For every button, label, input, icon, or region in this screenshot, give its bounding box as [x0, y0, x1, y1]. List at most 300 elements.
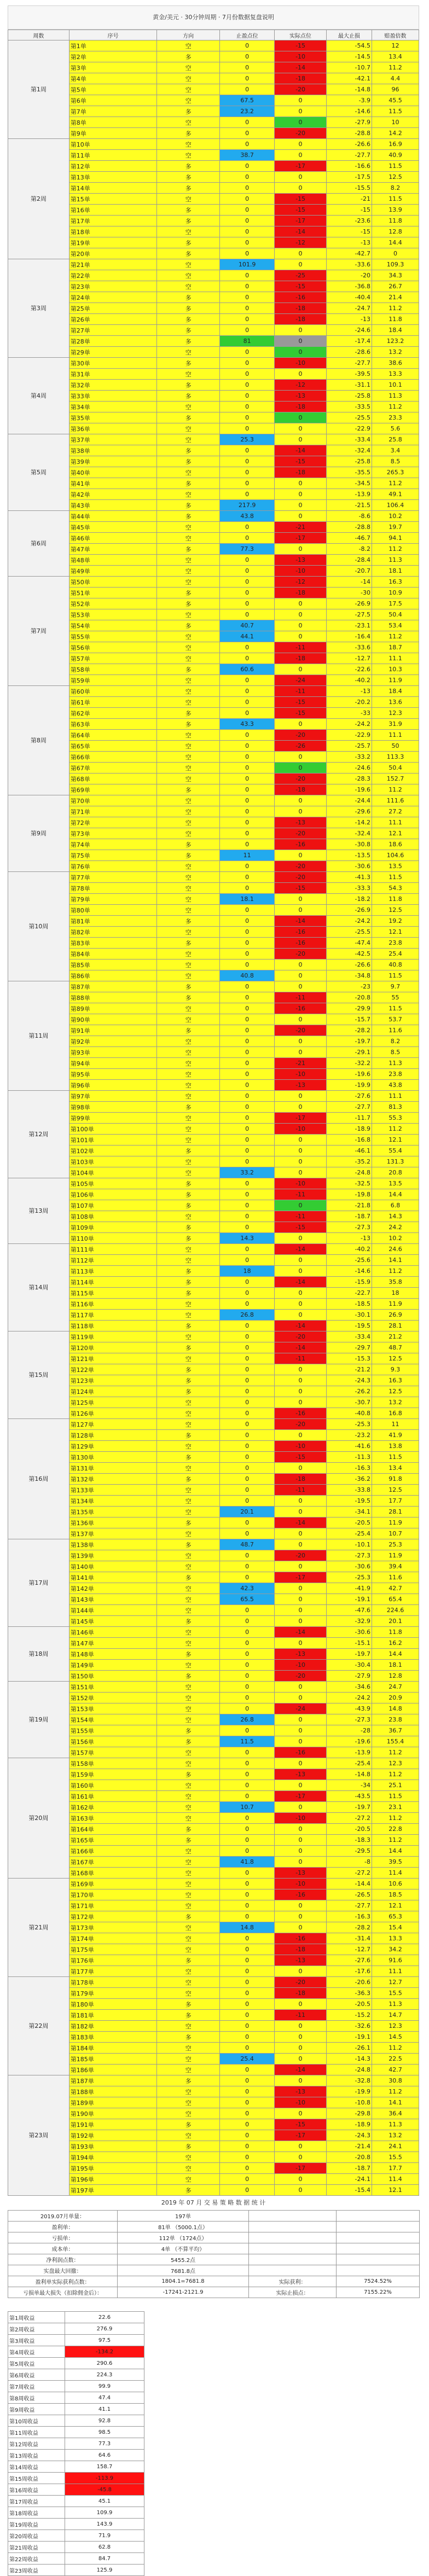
weekly-yield-value[interactable]: 47.4 — [65, 2392, 144, 2404]
take-profit-cell[interactable]: 0 — [219, 697, 274, 708]
actual-cell[interactable]: -16 — [275, 938, 327, 949]
actual-cell[interactable]: 0 — [275, 500, 327, 511]
take-profit-cell[interactable]: 0 — [219, 1758, 274, 1769]
max-stop-cell[interactable]: -29.5 — [326, 1846, 372, 1857]
take-profit-cell[interactable]: 0 — [219, 1200, 274, 1211]
trade-direction[interactable]: 空 — [157, 1047, 220, 1058]
trade-direction[interactable]: 多 — [157, 1517, 220, 1528]
trade-serial[interactable]: 第185单 — [69, 2054, 157, 2065]
take-profit-cell[interactable]: 0 — [219, 1331, 274, 1342]
stats-cell-k[interactable]: 2019.07月单量： — [8, 2211, 118, 2222]
trade-serial[interactable]: 第96单 — [69, 1080, 157, 1091]
ratio-cell[interactable]: 11.4 — [372, 2174, 419, 2185]
actual-cell[interactable]: -11 — [275, 1211, 327, 1222]
trade-serial[interactable]: 第125单 — [69, 1397, 157, 1408]
trade-serial[interactable]: 第103单 — [69, 1156, 157, 1167]
ratio-cell[interactable]: 12.5 — [372, 1386, 419, 1397]
take-profit-cell[interactable]: 26.8 — [219, 1714, 274, 1725]
take-profit-cell[interactable]: 0 — [219, 2141, 274, 2152]
ratio-cell[interactable]: 13.8 — [372, 1441, 419, 1452]
ratio-cell[interactable]: 12.7 — [372, 1977, 419, 1988]
actual-cell[interactable]: 0 — [275, 434, 327, 445]
header-serial[interactable]: 序号 — [69, 30, 157, 40]
take-profit-cell[interactable]: 0 — [219, 883, 274, 894]
ratio-cell[interactable]: 19.7 — [372, 522, 419, 533]
trade-direction[interactable]: 空 — [157, 2054, 220, 2065]
week-label[interactable]: 第16周 — [8, 1419, 69, 1539]
trade-direction[interactable]: 空 — [157, 1058, 220, 1069]
trade-direction[interactable]: 空 — [157, 1660, 220, 1671]
max-stop-cell[interactable]: -27.3 — [326, 1550, 372, 1561]
take-profit-cell[interactable]: 0 — [219, 1496, 274, 1507]
max-stop-cell[interactable]: -19.8 — [326, 1189, 372, 1200]
ratio-cell[interactable]: 65.3 — [372, 1911, 419, 1922]
max-stop-cell[interactable]: -15 — [326, 205, 372, 216]
max-stop-cell[interactable]: -24.2 — [326, 719, 372, 730]
actual-cell[interactable]: -13 — [275, 391, 327, 402]
take-profit-cell[interactable]: 0 — [219, 686, 274, 697]
trade-direction[interactable]: 空 — [157, 1419, 220, 1430]
max-stop-cell[interactable]: -19.6 — [326, 1069, 372, 1080]
trade-serial[interactable]: 第30单 — [69, 358, 157, 369]
max-stop-cell[interactable]: -14.2 — [326, 817, 372, 828]
take-profit-cell[interactable]: 18.1 — [219, 894, 274, 905]
trade-direction[interactable]: 空 — [157, 1255, 220, 1266]
take-profit-cell[interactable]: 11 — [219, 850, 274, 861]
trade-serial[interactable]: 第50单 — [69, 577, 157, 588]
actual-cell[interactable]: 0 — [275, 1824, 327, 1835]
ratio-cell[interactable]: 11.2 — [372, 1266, 419, 1277]
actual-cell[interactable]: 0 — [275, 1561, 327, 1572]
header-actual[interactable]: 实际点位 — [275, 30, 327, 40]
trade-serial[interactable]: 第172单 — [69, 1911, 157, 1922]
take-profit-cell[interactable]: 0 — [219, 303, 274, 314]
trade-serial[interactable]: 第152单 — [69, 1693, 157, 1703]
trade-serial[interactable]: 第166单 — [69, 1846, 157, 1857]
trade-direction[interactable]: 空 — [157, 1156, 220, 1167]
trade-direction[interactable]: 空 — [157, 2086, 220, 2097]
week-label[interactable]: 第2周 — [8, 139, 69, 259]
actual-cell[interactable]: -17 — [275, 1791, 327, 1802]
take-profit-cell[interactable]: 33.2 — [219, 1167, 274, 1178]
max-stop-cell[interactable]: -19.9 — [326, 1080, 372, 1091]
max-stop-cell[interactable]: -27.9 — [326, 117, 372, 128]
week-label[interactable]: 第19周 — [8, 1682, 69, 1758]
actual-cell[interactable]: -15 — [275, 883, 327, 894]
actual-cell[interactable]: -17 — [275, 216, 327, 226]
ratio-cell[interactable]: 11.2 — [372, 631, 419, 642]
actual-cell[interactable]: 0 — [275, 2108, 327, 2119]
actual-cell[interactable]: -13 — [275, 817, 327, 828]
trade-serial[interactable]: 第135单 — [69, 1507, 157, 1517]
max-stop-cell[interactable]: -17.4 — [326, 336, 372, 347]
ratio-cell[interactable]: 10.2 — [372, 511, 419, 522]
max-stop-cell[interactable]: -47.4 — [326, 938, 372, 949]
max-stop-cell[interactable]: -22.9 — [326, 423, 372, 434]
weekly-yield-value[interactable]: 276.9 — [65, 2323, 144, 2335]
ratio-cell[interactable]: 11.9 — [372, 1550, 419, 1561]
take-profit-cell[interactable]: 0 — [219, 1682, 274, 1693]
trade-direction[interactable]: 多 — [157, 2119, 220, 2130]
take-profit-cell[interactable]: 0 — [219, 1649, 274, 1660]
actual-cell[interactable]: 0 — [275, 1167, 327, 1178]
actual-cell[interactable]: -14 — [275, 445, 327, 456]
trade-direction[interactable]: 多 — [157, 51, 220, 62]
week-label[interactable]: 第15周 — [8, 1331, 69, 1419]
max-stop-cell[interactable]: -40.4 — [326, 292, 372, 303]
trade-direction[interactable]: 多 — [157, 1321, 220, 1331]
max-stop-cell[interactable]: -34 — [326, 1780, 372, 1791]
trade-direction[interactable]: 空 — [157, 1813, 220, 1824]
actual-cell[interactable]: -20 — [275, 872, 327, 883]
max-stop-cell[interactable]: -11.3 — [326, 1452, 372, 1463]
take-profit-cell[interactable]: 38.7 — [219, 150, 274, 161]
max-stop-cell[interactable]: -26.9 — [326, 598, 372, 609]
take-profit-cell[interactable]: 0 — [219, 172, 274, 183]
trade-serial[interactable]: 第2单 — [69, 51, 157, 62]
max-stop-cell[interactable]: -15 — [326, 226, 372, 237]
max-stop-cell[interactable]: -32.6 — [326, 2021, 372, 2032]
take-profit-cell[interactable]: 0 — [219, 1135, 274, 1145]
ratio-cell[interactable]: 14.1 — [372, 1255, 419, 1266]
take-profit-cell[interactable]: 0 — [219, 1342, 274, 1353]
ratio-cell[interactable]: 6.8 — [372, 1200, 419, 1211]
trade-direction[interactable]: 多 — [157, 1430, 220, 1441]
header-direction[interactable]: 方向 — [157, 30, 220, 40]
actual-cell[interactable]: -11 — [275, 642, 327, 653]
trade-direction[interactable]: 多 — [157, 544, 220, 555]
trade-serial[interactable]: 第140单 — [69, 1561, 157, 1572]
ratio-cell[interactable]: 81.3 — [372, 1102, 419, 1113]
actual-cell[interactable]: 0 — [275, 752, 327, 763]
weekly-yield-value[interactable]: 92.8 — [65, 2415, 144, 2427]
trade-serial[interactable]: 第46单 — [69, 533, 157, 544]
take-profit-cell[interactable]: 0 — [219, 1879, 274, 1889]
ratio-cell[interactable]: 13.6 — [372, 697, 419, 708]
max-stop-cell[interactable]: -24.3 — [326, 2130, 372, 2141]
max-stop-cell[interactable]: -26.2 — [326, 1386, 372, 1397]
max-stop-cell[interactable]: -27.7 — [326, 150, 372, 161]
max-stop-cell[interactable]: -24.7 — [326, 303, 372, 314]
trade-serial[interactable]: 第158单 — [69, 1758, 157, 1769]
weekly-yield-value[interactable]: 158.7 — [65, 2461, 144, 2473]
trade-serial[interactable]: 第186单 — [69, 2065, 157, 2075]
trade-direction[interactable]: 多 — [157, 1386, 220, 1397]
take-profit-cell[interactable]: 0 — [219, 708, 274, 719]
actual-cell[interactable]: -20 — [275, 1419, 327, 1430]
trade-serial[interactable]: 第23单 — [69, 281, 157, 292]
take-profit-cell[interactable]: 0 — [219, 861, 274, 872]
max-stop-cell[interactable]: -8 — [326, 1857, 372, 1868]
stats-cell-v[interactable]: -17241-2121.9 — [118, 2287, 249, 2298]
actual-cell[interactable]: 0 — [275, 1047, 327, 1058]
trade-direction[interactable]: 空 — [157, 259, 220, 270]
take-profit-cell[interactable]: 0 — [219, 1485, 274, 1496]
actual-cell[interactable]: -18 — [275, 402, 327, 412]
max-stop-cell[interactable]: -33.8 — [326, 1485, 372, 1496]
take-profit-cell[interactable]: 0 — [219, 522, 274, 533]
max-stop-cell[interactable]: -14.8 — [326, 84, 372, 95]
trade-serial[interactable]: 第69单 — [69, 784, 157, 795]
take-profit-cell[interactable]: 0 — [219, 412, 274, 423]
trade-serial[interactable]: 第1单 — [69, 40, 157, 51]
trade-serial[interactable]: 第153单 — [69, 1703, 157, 1714]
actual-cell[interactable]: -20 — [275, 861, 327, 872]
take-profit-cell[interactable]: 0 — [219, 205, 274, 216]
trade-direction[interactable]: 空 — [157, 1780, 220, 1791]
ratio-cell[interactable]: 11.5 — [372, 194, 419, 205]
take-profit-cell[interactable]: 60.6 — [219, 664, 274, 675]
take-profit-cell[interactable]: 0 — [219, 478, 274, 489]
trade-direction[interactable]: 多 — [157, 500, 220, 511]
actual-cell[interactable]: 0 — [275, 1364, 327, 1375]
take-profit-cell[interactable]: 11.5 — [219, 1736, 274, 1747]
take-profit-cell[interactable]: 0 — [219, 237, 274, 248]
trade-direction[interactable]: 多 — [157, 916, 220, 927]
max-stop-cell[interactable]: -19.7 — [326, 1802, 372, 1813]
take-profit-cell[interactable]: 0 — [219, 1452, 274, 1463]
take-profit-cell[interactable]: 0 — [219, 1321, 274, 1331]
trade-direction[interactable]: 多 — [157, 106, 220, 117]
ratio-cell[interactable]: 265.3 — [372, 467, 419, 478]
max-stop-cell[interactable]: -32.5 — [326, 1178, 372, 1189]
ratio-cell[interactable]: 11.2 — [372, 1813, 419, 1824]
trade-serial[interactable]: 第6单 — [69, 95, 157, 106]
actual-cell[interactable]: -20 — [275, 949, 327, 960]
stats-cell-x[interactable] — [249, 2265, 337, 2276]
trade-direction[interactable]: 空 — [157, 949, 220, 960]
max-stop-cell[interactable]: -25.8 — [326, 391, 372, 402]
actual-cell[interactable]: 0 — [275, 609, 327, 620]
trade-serial[interactable]: 第80单 — [69, 905, 157, 916]
trade-direction[interactable]: 空 — [157, 1244, 220, 1255]
take-profit-cell[interactable]: 0 — [219, 2021, 274, 2032]
ratio-cell[interactable]: 11.9 — [372, 675, 419, 686]
trade-serial[interactable]: 第19单 — [69, 237, 157, 248]
ratio-cell[interactable]: 18.6 — [372, 839, 419, 850]
trade-serial[interactable]: 第129单 — [69, 1441, 157, 1452]
trade-direction[interactable]: 多 — [157, 380, 220, 391]
trade-direction[interactable]: 空 — [157, 1550, 220, 1561]
weekly-yield-label[interactable]: 第22周收益 — [8, 2553, 65, 2565]
stats-cell-k[interactable]: 盈利单： — [8, 2222, 118, 2232]
ratio-cell[interactable]: 42.7 — [372, 2065, 419, 2075]
trade-serial[interactable]: 第70单 — [69, 795, 157, 806]
actual-cell[interactable]: -24 — [275, 1703, 327, 1714]
max-stop-cell[interactable]: -13.9 — [326, 1747, 372, 1758]
trade-serial[interactable]: 第121单 — [69, 1353, 157, 1364]
trade-serial[interactable]: 第99单 — [69, 1113, 157, 1124]
trade-serial[interactable]: 第67单 — [69, 763, 157, 774]
ratio-cell[interactable]: 11.2 — [372, 402, 419, 412]
trade-direction[interactable]: 空 — [157, 566, 220, 577]
ratio-cell[interactable]: 13.2 — [372, 2130, 419, 2141]
ratio-cell[interactable]: 17.5 — [372, 598, 419, 609]
trade-direction[interactable]: 空 — [157, 894, 220, 905]
actual-cell[interactable]: -14 — [275, 916, 327, 927]
take-profit-cell[interactable]: 0 — [219, 588, 274, 598]
trade-serial[interactable]: 第155单 — [69, 1725, 157, 1736]
max-stop-cell[interactable]: -40.8 — [326, 1408, 372, 1419]
actual-cell[interactable]: -14 — [275, 1627, 327, 1638]
actual-cell[interactable]: 0 — [275, 1528, 327, 1539]
trade-serial[interactable]: 第40单 — [69, 467, 157, 478]
trade-direction[interactable]: 空 — [157, 95, 220, 106]
max-stop-cell[interactable]: -46.7 — [326, 533, 372, 544]
max-stop-cell[interactable]: -33.2 — [326, 752, 372, 763]
ratio-cell[interactable]: 11.2 — [372, 2043, 419, 2054]
take-profit-cell[interactable]: 0 — [219, 2075, 274, 2086]
take-profit-cell[interactable]: 0 — [219, 1988, 274, 1999]
trade-serial[interactable]: 第15单 — [69, 194, 157, 205]
ratio-cell[interactable]: 13.4 — [372, 1463, 419, 1474]
actual-cell[interactable]: -18 — [275, 73, 327, 84]
actual-cell[interactable]: -18 — [275, 314, 327, 325]
trade-direction[interactable]: 空 — [157, 1091, 220, 1102]
max-stop-cell[interactable]: -42.1 — [326, 73, 372, 84]
max-stop-cell[interactable]: -22.6 — [326, 664, 372, 675]
ratio-cell[interactable]: 10.2 — [372, 1233, 419, 1244]
take-profit-cell[interactable]: 41.8 — [219, 1857, 274, 1868]
ratio-cell[interactable]: 23.1 — [372, 1802, 419, 1813]
ratio-cell[interactable]: 11.1 — [372, 1091, 419, 1102]
trade-direction[interactable]: 空 — [157, 1014, 220, 1025]
trade-direction[interactable]: 空 — [157, 960, 220, 970]
take-profit-cell[interactable]: 0 — [219, 1911, 274, 1922]
max-stop-cell[interactable]: -24.2 — [326, 916, 372, 927]
trade-direction[interactable]: 空 — [157, 533, 220, 544]
max-stop-cell[interactable]: -15.7 — [326, 1014, 372, 1025]
trade-serial[interactable]: 第38单 — [69, 445, 157, 456]
trade-direction[interactable]: 空 — [157, 883, 220, 894]
take-profit-cell[interactable]: 0 — [219, 1977, 274, 1988]
take-profit-cell[interactable]: 0 — [219, 653, 274, 664]
trade-serial[interactable]: 第51单 — [69, 588, 157, 598]
trade-direction[interactable]: 空 — [157, 1003, 220, 1014]
actual-cell[interactable]: -18 — [275, 303, 327, 314]
trade-serial[interactable]: 第142单 — [69, 1583, 157, 1594]
take-profit-cell[interactable]: 14.3 — [219, 1233, 274, 1244]
max-stop-cell[interactable]: -28 — [326, 1725, 372, 1736]
max-stop-cell[interactable]: -20.5 — [326, 1999, 372, 2010]
ratio-cell[interactable]: 26.9 — [372, 1310, 419, 1321]
weekly-yield-value[interactable]: 98.5 — [65, 2427, 144, 2438]
trade-serial[interactable]: 第193单 — [69, 2141, 157, 2152]
max-stop-cell[interactable]: -33.3 — [326, 883, 372, 894]
trade-direction[interactable]: 多 — [157, 1288, 220, 1299]
take-profit-cell[interactable]: 0 — [219, 784, 274, 795]
actual-cell[interactable]: 0 — [275, 1386, 327, 1397]
actual-cell[interactable]: 0 — [275, 489, 327, 500]
trade-serial[interactable]: 第179单 — [69, 1988, 157, 1999]
take-profit-cell[interactable]: 0 — [219, 2163, 274, 2174]
trade-direction[interactable]: 空 — [157, 1080, 220, 1091]
take-profit-cell[interactable]: 0 — [219, 1703, 274, 1714]
take-profit-cell[interactable]: 0 — [219, 1627, 274, 1638]
trade-direction[interactable]: 空 — [157, 1331, 220, 1342]
ratio-cell[interactable]: 12.5 — [372, 905, 419, 916]
take-profit-cell[interactable]: 0 — [219, 828, 274, 839]
trade-direction[interactable]: 空 — [157, 2152, 220, 2163]
max-stop-cell[interactable]: -36.8 — [326, 281, 372, 292]
week-label[interactable]: 第11周 — [8, 981, 69, 1091]
trade-direction[interactable]: 空 — [157, 1485, 220, 1496]
take-profit-cell[interactable]: 0 — [219, 1769, 274, 1780]
actual-cell[interactable]: 0 — [275, 325, 327, 336]
weekly-yield-label[interactable]: 第8周收益 — [8, 2392, 65, 2404]
trade-serial[interactable]: 第20单 — [69, 248, 157, 259]
ratio-cell[interactable]: 11.1 — [372, 653, 419, 664]
max-stop-cell[interactable]: -43.5 — [326, 1791, 372, 1802]
take-profit-cell[interactable]: 0 — [219, 752, 274, 763]
ratio-cell[interactable]: 22.8 — [372, 1824, 419, 1835]
trade-serial[interactable]: 第83单 — [69, 938, 157, 949]
take-profit-cell[interactable]: 0 — [219, 1660, 274, 1671]
trade-serial[interactable]: 第120单 — [69, 1342, 157, 1353]
ratio-cell[interactable]: 11.8 — [372, 314, 419, 325]
take-profit-cell[interactable]: 43.8 — [219, 511, 274, 522]
max-stop-cell[interactable]: -15.9 — [326, 1277, 372, 1288]
weekly-yield-label[interactable]: 第19周收益 — [8, 2519, 65, 2530]
ratio-cell[interactable]: 16.3 — [372, 577, 419, 588]
actual-cell[interactable]: -25 — [275, 270, 327, 281]
take-profit-cell[interactable]: 0 — [219, 555, 274, 566]
max-stop-cell[interactable]: -20.8 — [326, 2152, 372, 2163]
take-profit-cell[interactable]: 0 — [219, 248, 274, 259]
actual-cell[interactable]: 0 — [275, 2075, 327, 2086]
trade-serial[interactable]: 第29单 — [69, 347, 157, 358]
ratio-cell[interactable]: 11.5 — [372, 1003, 419, 1014]
max-stop-cell[interactable]: -21 — [326, 194, 372, 205]
trade-serial[interactable]: 第189单 — [69, 2097, 157, 2108]
actual-cell[interactable]: -17 — [275, 161, 327, 172]
trade-direction[interactable]: 空 — [157, 2174, 220, 2185]
trade-serial[interactable]: 第57单 — [69, 653, 157, 664]
trade-direction[interactable]: 多 — [157, 1200, 220, 1211]
max-stop-cell[interactable]: -24.8 — [326, 1167, 372, 1178]
take-profit-cell[interactable]: 0 — [219, 1900, 274, 1911]
trade-serial[interactable]: 第101单 — [69, 1135, 157, 1145]
trade-serial[interactable]: 第71单 — [69, 806, 157, 817]
trade-direction[interactable]: 空 — [157, 752, 220, 763]
actual-cell[interactable]: -18 — [275, 1474, 327, 1485]
max-stop-cell[interactable]: -31.4 — [326, 1933, 372, 1944]
trade-serial[interactable]: 第5单 — [69, 84, 157, 95]
trade-serial[interactable]: 第192单 — [69, 2130, 157, 2141]
trade-serial[interactable]: 第72单 — [69, 817, 157, 828]
max-stop-cell[interactable]: -14.6 — [326, 1266, 372, 1277]
take-profit-cell[interactable]: 0 — [219, 609, 274, 620]
take-profit-cell[interactable]: 0 — [219, 1944, 274, 1955]
header-max-stop[interactable]: 最大止损 — [326, 30, 372, 40]
ratio-cell[interactable]: 11.9 — [372, 1299, 419, 1310]
max-stop-cell[interactable]: -33.6 — [326, 642, 372, 653]
trade-direction[interactable]: 空 — [157, 402, 220, 412]
take-profit-cell[interactable]: 26.8 — [219, 1310, 274, 1321]
weekly-yield-value[interactable]: 64.6 — [65, 2450, 144, 2461]
max-stop-cell[interactable]: -30.1 — [326, 1310, 372, 1321]
trade-direction[interactable]: 多 — [157, 1189, 220, 1200]
stats-cell-y[interactable] — [337, 2232, 420, 2243]
trade-serial[interactable]: 第110单 — [69, 1233, 157, 1244]
stats-cell-k[interactable]: 成本单： — [8, 2243, 118, 2254]
stats-cell-y[interactable] — [337, 2265, 420, 2276]
ratio-cell[interactable]: 111.6 — [372, 795, 419, 806]
trade-direction[interactable]: 空 — [157, 1846, 220, 1857]
weekly-yield-value[interactable]: 77.3 — [65, 2438, 144, 2450]
trade-serial[interactable]: 第114单 — [69, 1277, 157, 1288]
stats-cell-x[interactable]: 实际获利： — [249, 2276, 337, 2287]
